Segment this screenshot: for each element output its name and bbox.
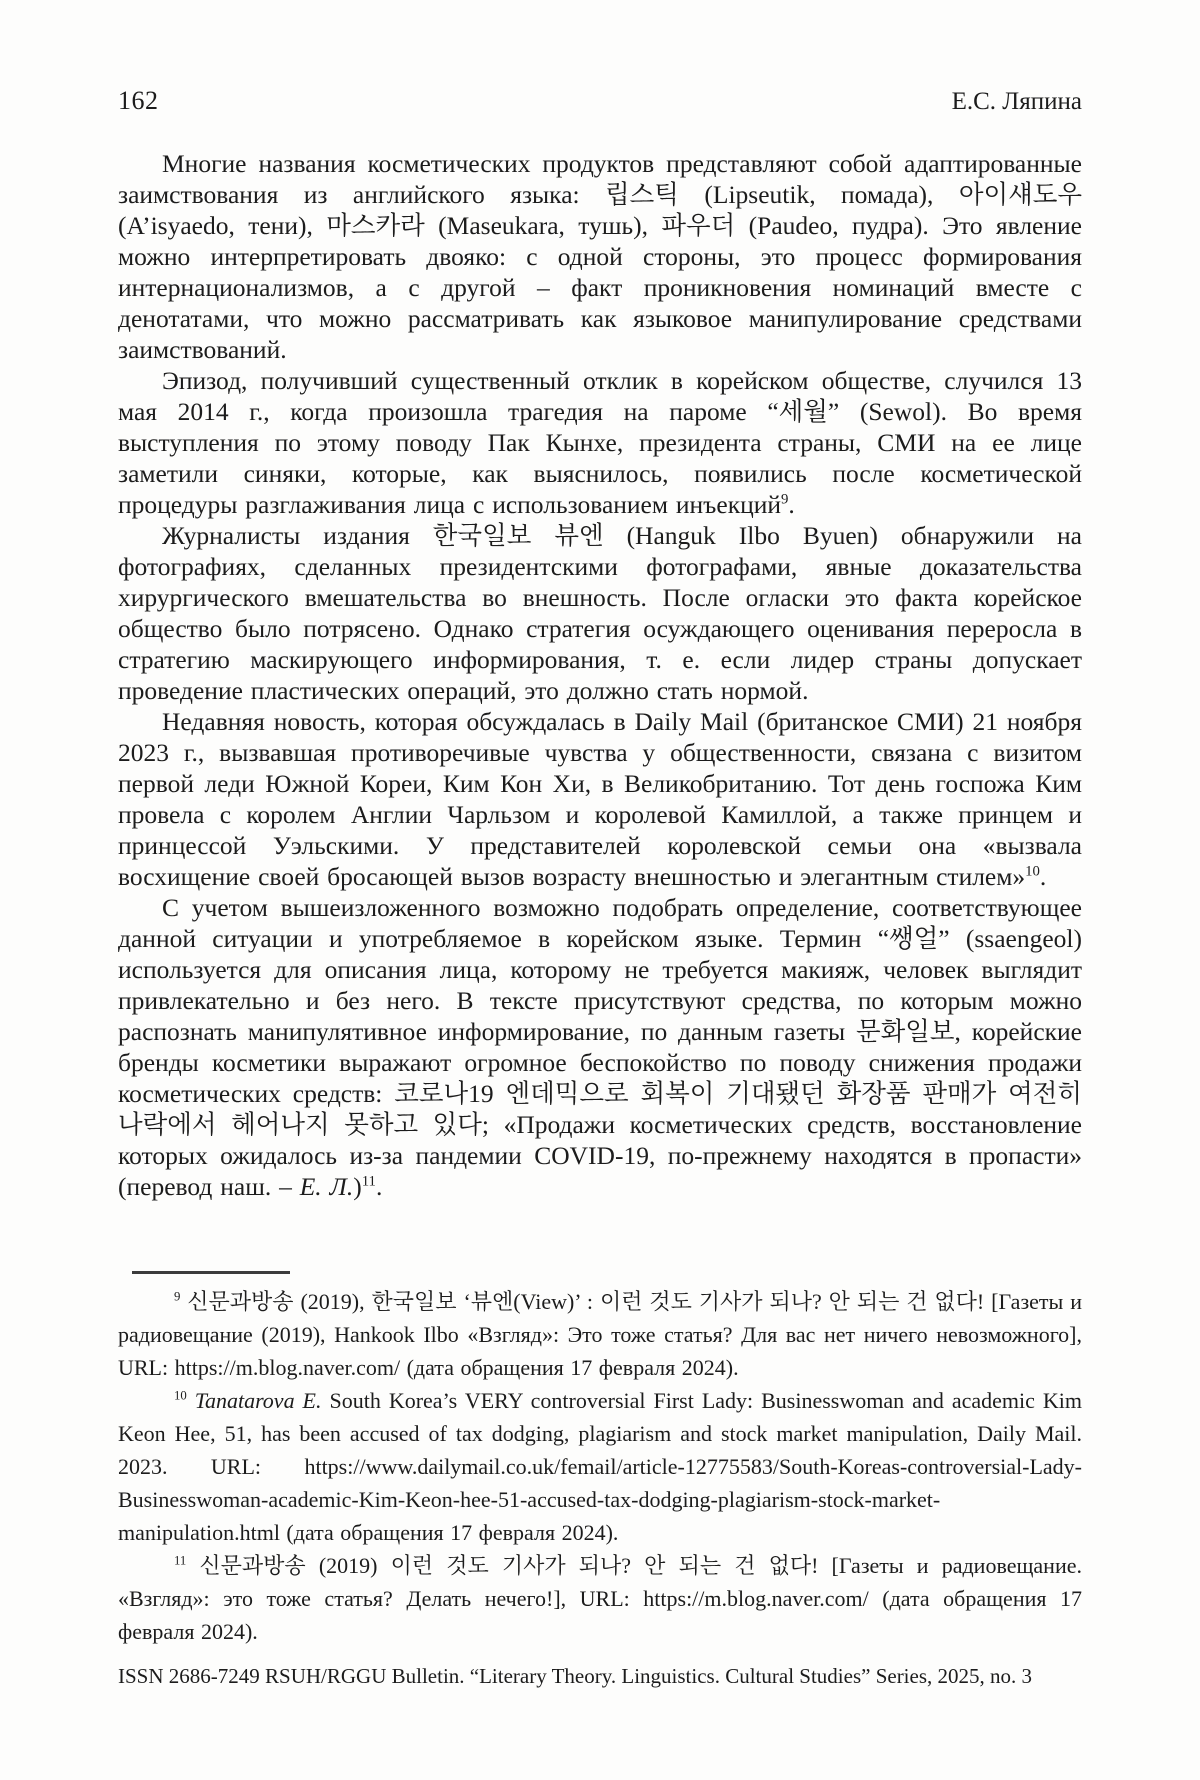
page-footer xyxy=(118,1664,1082,1689)
footnote-10: $^{10}$ Tanatarova E. South Korea’s VERY controversial First Lady: Businesswoman and academic Kim Keon Hee, 51, has been accused of tax dodging, plagiarism and stock market manipulation, Daily Mail. 2023. URL: https://www.dailymail.co.uk/femail/article-12775583/South-Koreas-controversial-Lady-Businesswoman-academic-Kim-Keon-hee-51-accused-tax-dodging-plagiarism-stock-market-manipulation.html (дата обращения 17 февраля 2024). xyxy=(118,1388,1082,1545)
footnotes-section xyxy=(118,1271,1082,1648)
footnote-11: $^{11}$ 신문과방송 (2019) 이런 것도 기사가 되나? 안 되는 건 없다! [Газеты и радиовещание. «Взгляд»: это тоже статья? Делать нечего!], URL: https://m.blog.naver.com/ (дата обращения 17 февраля 2024). xyxy=(118,1553,1082,1644)
running-head-author: Е.С. Ляпина xyxy=(951,88,1082,115)
page-header xyxy=(118,86,1082,116)
footnote-divider xyxy=(132,1271,290,1274)
article-body xyxy=(118,148,1082,1202)
footnote-9: $^9$ 신문과방송 (2019), 한국일보 ‘뷰엔(View)’ : 이런 것도 기사가 되나? 안 되는 건 없다! [Газеты и радиовещание (2019), Hankook Ilbo «Взгляд»: Это тоже статья? Для вас нет ничего невозможного], URL: https://m.blog.naver.com/ (дата обращения 17 февраля 2024). xyxy=(118,1289,1082,1380)
body-paragraph-2: Эпизод, получивший существенный отклик в корейском обществе, случился 13 мая 2014 г., когда произошла трагедия на пароме “세월” (Sewol). Во время выступления по этому поводу Пак Кынхе, президента страны, СМИ на ее лице заметили синяки, которые, как выяснилось, появились после косметической процедуры разглаживания лица с использованием инъекций$^9$. xyxy=(118,366,1082,519)
body-paragraph-1: Многие названия косметических продуктов представляют собой адаптированные заимствования из английского языка: 립스틱 (Lipseutik, помада), 아이섀도우 (A’isyaedo, тени), 마스카라 (Maseukara, тушь), 파우더 (Paudeo, пудра). Это явление можно интерпретировать двояко: с одной стороны, это процесс формирования интернационализмов, а с другой – факт проникновения номинаций вместе с денотатами, что можно рассматривать как языковое манипулирование средствами заимствований. xyxy=(118,149,1082,364)
page-number: 162 xyxy=(118,86,159,115)
body-paragraph-5: С учетом вышеизложенного возможно подобрать определение, соответствующее данной ситуации и употребляемое в корейском языке. Термин “쌩얼” (ssaengeol) используется для описания лица, которому не требуется макияж, человек выглядит привлекательно и без него. В тексте присутствуют средства, по которым можно распознать манипулятивное информирование, по данным газеты 문화일보, корейские бренды косметики выражают огромное беспокойство по поводу снижения продажи косметических средств: 코로나19 엔데믹으로 회복이 기대됐던 화장품 판매가 여전히 나락에서 헤어나지 못하고 있다; «Продажи косметических средств, восстановление которых ожидалось из-за пандемии COVID-19, по-прежнему находятся в пропасти» (перевод наш. – Е. Л.)$^{11}$. xyxy=(118,893,1082,1201)
issn-line: ISSN 2686-7249 RSUH/RGGU Bulletin. “Literary Theory. Linguistics. Cultural Studies” Series, 2025, no. 3 xyxy=(118,1664,1033,1688)
body-paragraph-4: Недавняя новость, которая обсуждалась в Daily Mail (британское СМИ) 21 ноября 2023 г., вызвавшая противоречивые чувства у общественности, связана с визитом первой леди Южной Кореи, Ким Кон Хи, в Великобританию. Тот день госпожа Ким провела с королем Англии Чарльзом и королевой Камиллой, а также принцем и принцессой Уэльскими. У представителей королевской семьи она «вызвала восхищение своей бросающей вызов возрасту внешностью и элегантным стилем»$^{10}$. xyxy=(118,707,1082,891)
body-paragraph-3: Журналисты издания 한국일보 뷰엔 (Hanguk Ilbo Byuen) обнаружили на фотографиях, сделанных президентскими фотографами, явные доказательства хирургического вмешательства во внешность. После огласки это факта корейское общество было потрясено. Однако стратегия осуждающего оценивания переросла в стратегию маскирующего информирования, т. е. если лидер страны допускает проведение пластических операций, это должно стать нормой. xyxy=(118,521,1082,705)
